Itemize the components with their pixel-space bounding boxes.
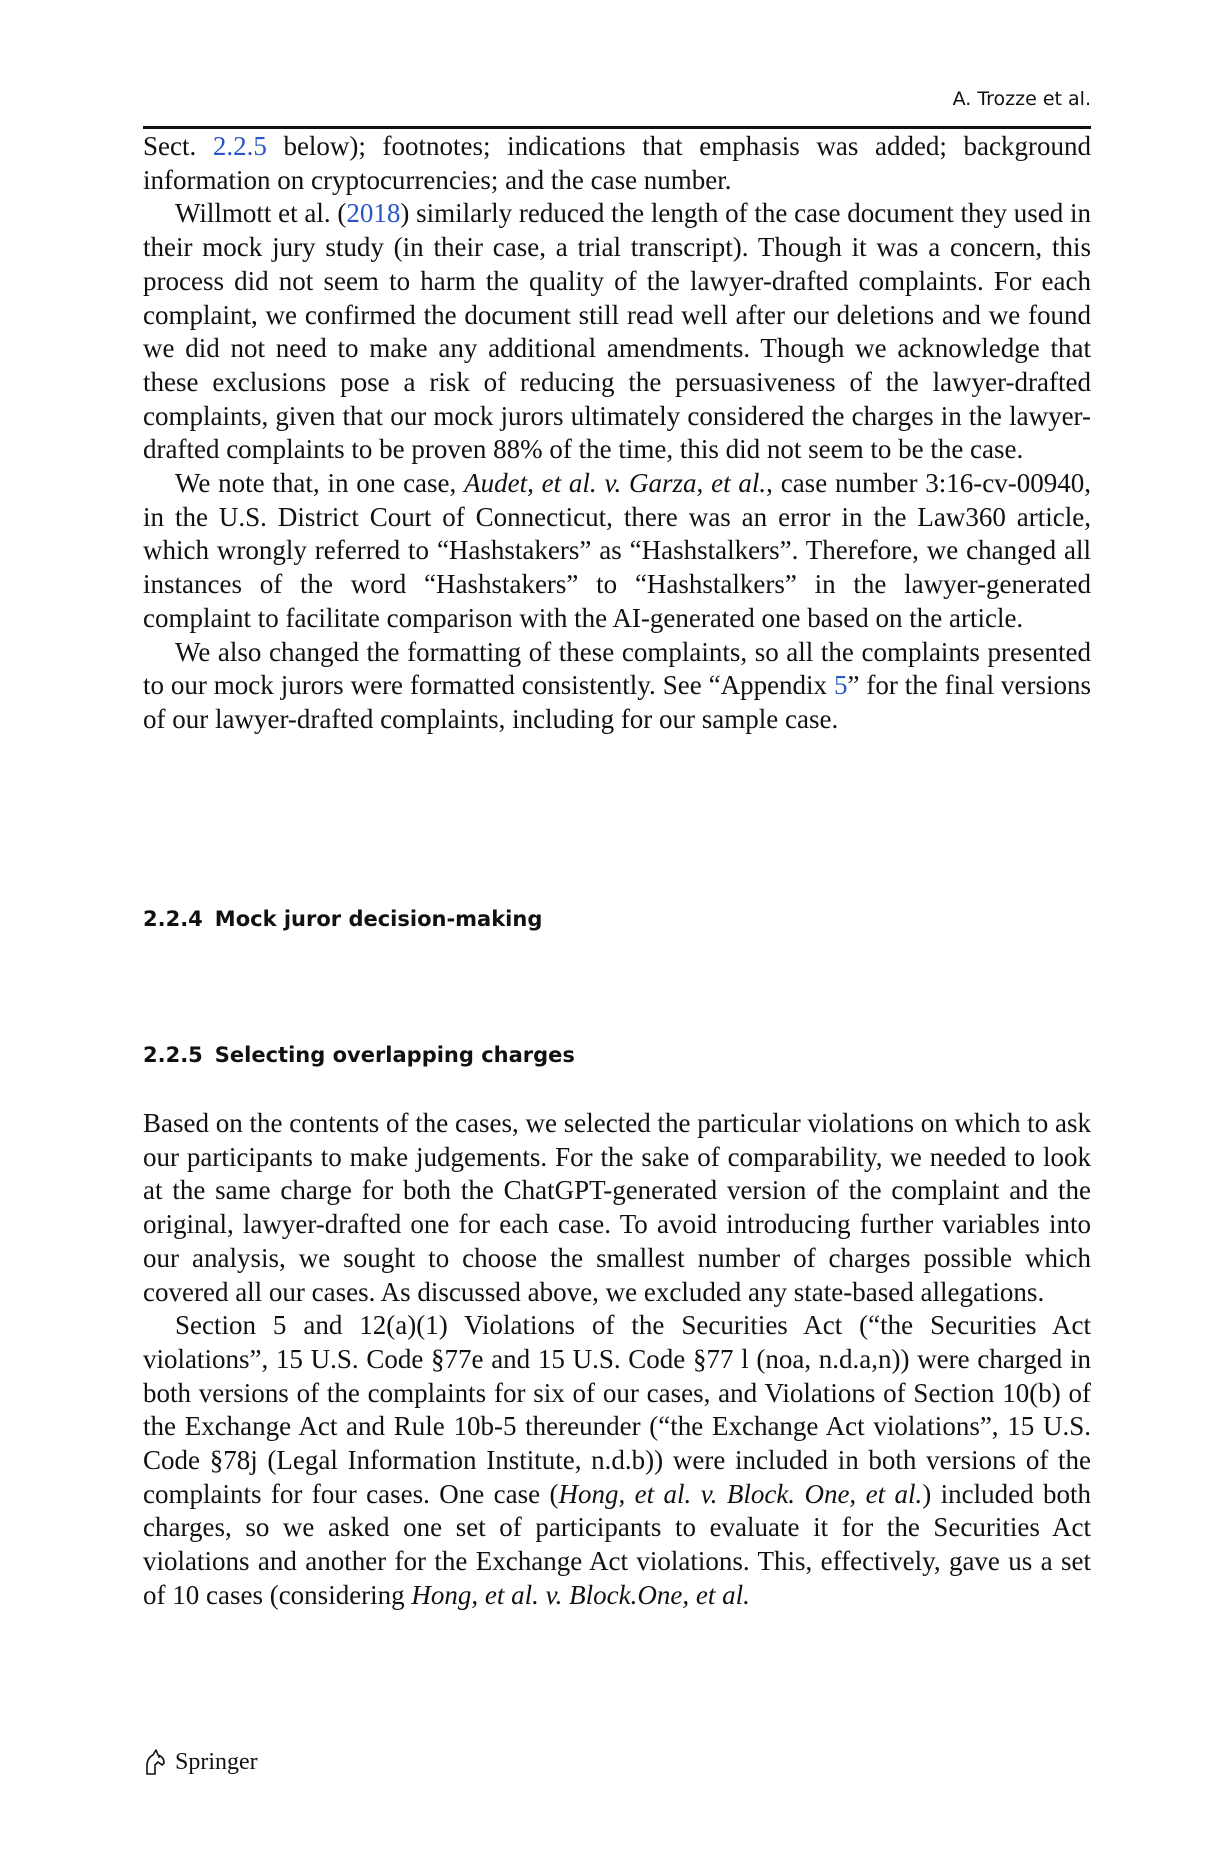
text-span: ) included both charges, so we asked one set of participants to evaluate it for the Securities Act violations and another for the Exchange Act violations. This, effectively, gave us a set of 10 cases (considering: [143, 1478, 1091, 1610]
text-span: We note that, in one case,: [175, 468, 465, 499]
section-title: Selecting overlapping charges: [214, 1043, 575, 1067]
text-span: Section 5 and 12(a)(1) Violations of the Securities Act (“the Securities Act violations”, 15 U.S. Code §77e and 15 U.S. Code §77 l (noa, n.d.a,n)) were charged in both versions of the complaints for six of our cases, and Violations of Section 10(b) of the Exchange Act and Rule 10b-5 thereunder (“the Exchange Act violations”, 15 U.S. Code §78j (Legal Information Institute, n.d.b)) were included in both versions of the complaints for four cases. One case (: [143, 1310, 1091, 1509]
publisher-name: Springer: [175, 1748, 258, 1775]
text-span: ” for the final versions of our lawyer-drafted complaints, including for our sample case.: [143, 670, 1091, 734]
text-span: Sect.: [143, 131, 213, 161]
section-heading-2-2-4: [143, 907, 542, 931]
text-span: , case number 3:16-cv-00940, in the U.S. District Court of Connecticut, there was an error in the Law360 article, which wrongly referred to “Hashstakers” as “Hashstalkers”. Therefore, we changed all instances of the word “Hashstakers” to “Hashstalkers” in the lawyer-generated complaint to facilitate comparison with the AI-generated one based on the article.: [143, 468, 1091, 633]
case-name: Audet, et al. v. Garza, et al.: [464, 468, 767, 499]
top-section-text: [143, 130, 1091, 737]
section-link[interactable]: 2.2.5: [212, 131, 267, 161]
header-rule: [143, 126, 1091, 129]
paragraph: [143, 1309, 1091, 1612]
appendix-link[interactable]: 5: [833, 670, 848, 701]
paragraph: [143, 197, 1091, 467]
springer-horse-icon: [143, 1748, 169, 1776]
text-span: We also changed the formatting of these complaints, so all the complaints presented to our mock jurors were formatted consistently. See “Appendix: [143, 636, 1091, 701]
section-title: Mock juror decision-making: [214, 907, 543, 931]
citation-link[interactable]: 2018: [346, 198, 401, 229]
running-head: A. Trozze et al.: [952, 88, 1091, 110]
paragraph: [143, 636, 1091, 737]
text-span: ) similarly reduced the length of the case document they used in their mock jury study (in their case, a trial transcript). Though it was a concern, this process did not seem to harm the quality of the lawyer-drafted complaints. For each complaint, we confirmed the document still read well after our deletions and we found we did not need to make any additional amendments. Though we acknowledge that these exclusions pose a risk of reducing the persuasiveness of the lawyer-drafted complaints, given that our mock jurors ultimately considered the charges in the lawyer-drafted complaints to be proven 88% of the time, this did not seem to be the case.: [143, 198, 1092, 465]
case-name: Hong, et al. v. Block.One, et al.: [411, 1579, 750, 1610]
section-2-2-5-text: [143, 1107, 1091, 1613]
section-number: 2.2.5: [143, 1043, 203, 1067]
section-heading-2-2-5: [143, 1043, 575, 1067]
section-number: 2.2.4: [143, 907, 203, 931]
text-span: below); footnotes; indications that emphasis was added; background information on cryptocurrencies; and the case number.: [143, 131, 1091, 195]
footer: [143, 1748, 258, 1776]
paragraph: Based on the contents of the cases, we selected the particular violations on which to ask our participants to make judgements. For the sake of comparability, we needed to look at the same charge for both the ChatGPT-generated version of the complaint and the original, lawyer-drafted one for each case. To avoid introducing further variables into our analysis, we sought to choose the smallest number of charges possible which covered all our cases. As discussed above, we excluded any state-based allegations.: [143, 1108, 1091, 1307]
text-span: Willmott et al. (: [175, 198, 347, 229]
case-name: Hong, et al. v. Block. One, et al.: [558, 1478, 923, 1509]
paragraph: [143, 130, 1091, 197]
paragraph: [143, 467, 1091, 636]
